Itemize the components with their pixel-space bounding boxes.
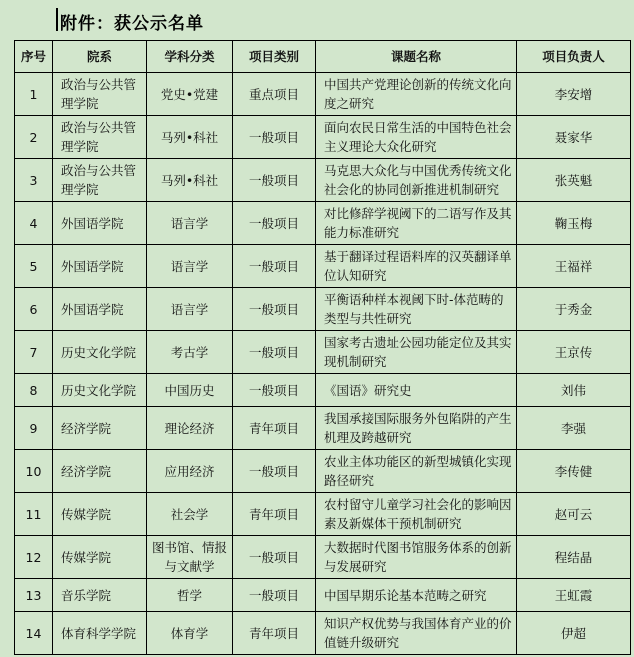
- table-row: [15, 612, 631, 655]
- table-row: [15, 159, 631, 202]
- cell-leader: 鞠玉梅: [517, 202, 631, 245]
- table-row: [15, 116, 631, 159]
- cell-no: 3: [15, 159, 53, 202]
- cell-title: 农业主体功能区的新型城镇化实现路径研究: [316, 450, 517, 493]
- cell-department: 传媒学院: [53, 536, 147, 579]
- cell-subject: 应用经济: [147, 450, 233, 493]
- header-subject: 学科分类: [147, 41, 233, 73]
- cell-subject: 考古学: [147, 331, 233, 374]
- cell-category: 一般项目: [233, 579, 316, 612]
- table-row: [15, 579, 631, 612]
- cell-subject: 语言学: [147, 245, 233, 288]
- table-row: [15, 493, 631, 536]
- cell-no: 8: [15, 374, 53, 407]
- cell-subject: 党史•党建: [147, 73, 233, 116]
- cell-department: 外国语学院: [53, 245, 147, 288]
- cell-department: 外国语学院: [53, 202, 147, 245]
- table-row: [15, 202, 631, 245]
- cell-title: 平衡语种样本视阈下时-体范畴的类型与共性研究: [316, 288, 517, 331]
- cell-department: 外国语学院: [53, 288, 147, 331]
- table-header: [15, 41, 631, 73]
- cell-category: 一般项目: [233, 288, 316, 331]
- cell-leader: 伊超: [517, 612, 631, 655]
- projects-table: [14, 40, 631, 655]
- cell-leader: 于秀金: [517, 288, 631, 331]
- cell-title: 我国承接国际服务外包陷阱的产生机理及跨越研究: [316, 407, 517, 450]
- table-row: [15, 73, 631, 116]
- cell-title: 农村留守儿童学习社会化的影响因素及新媒体干预机制研究: [316, 493, 517, 536]
- cell-title: 中国早期乐论基本范畴之研究: [316, 579, 517, 612]
- attachment-title: 附件：获公示名单: [60, 14, 204, 34]
- cell-subject: 社会学: [147, 493, 233, 536]
- cell-no: 5: [15, 245, 53, 288]
- header-category: 项目类别: [233, 41, 316, 73]
- cell-department: 政治与公共管理学院: [53, 159, 147, 202]
- cell-leader: 李传健: [517, 450, 631, 493]
- cell-leader: 李强: [517, 407, 631, 450]
- cell-department: 音乐学院: [53, 579, 147, 612]
- cell-subject: 语言学: [147, 202, 233, 245]
- cell-department: 历史文化学院: [53, 331, 147, 374]
- cell-title: 对比修辞学视阈下的二语写作及其能力标准研究: [316, 202, 517, 245]
- cell-no: 14: [15, 612, 53, 655]
- table-row: [15, 536, 631, 579]
- cell-department: 传媒学院: [53, 493, 147, 536]
- header-leader: 项目负责人: [517, 41, 631, 73]
- cell-title: 国家考古遗址公园功能定位及其实现机制研究: [316, 331, 517, 374]
- cell-subject: 体育学: [147, 612, 233, 655]
- cell-department: 经济学院: [53, 407, 147, 450]
- cell-leader: 聂家华: [517, 116, 631, 159]
- cell-leader: 王福祥: [517, 245, 631, 288]
- cell-department: 历史文化学院: [53, 374, 147, 407]
- cell-category: 青年项目: [233, 612, 316, 655]
- table-row: [15, 374, 631, 407]
- cell-category: 重点项目: [233, 73, 316, 116]
- header-title: 课题名称: [316, 41, 517, 73]
- cell-leader: 李安增: [517, 73, 631, 116]
- cell-title: 大数据时代图书馆服务体系的创新与发展研究: [316, 536, 517, 579]
- cell-subject: 理论经济: [147, 407, 233, 450]
- cell-no: 7: [15, 331, 53, 374]
- cell-category: 青年项目: [233, 493, 316, 536]
- table-row: [15, 245, 631, 288]
- cell-category: 青年项目: [233, 407, 316, 450]
- cell-subject: 图书馆、情报与文献学: [147, 536, 233, 579]
- cell-title: 中国共产党理论创新的传统文化向度之研究: [316, 73, 517, 116]
- table-row: [15, 407, 631, 450]
- cell-no: 11: [15, 493, 53, 536]
- cell-title: 马克思大众化与中国优秀传统文化社会化的协同创新推进机制研究: [316, 159, 517, 202]
- cell-no: 9: [15, 407, 53, 450]
- cell-title: 面向农民日常生活的中国特色社会主义理论大众化研究: [316, 116, 517, 159]
- table-row: [15, 450, 631, 493]
- cell-title: 知识产权优势与我国体育产业的价值链升级研究: [316, 612, 517, 655]
- cell-department: 政治与公共管理学院: [53, 73, 147, 116]
- cell-no: 12: [15, 536, 53, 579]
- cell-department: 经济学院: [53, 450, 147, 493]
- cell-category: 一般项目: [233, 331, 316, 374]
- cell-subject: 中国历史: [147, 374, 233, 407]
- header-department: 院系: [53, 41, 147, 73]
- cell-no: 6: [15, 288, 53, 331]
- cell-category: 一般项目: [233, 202, 316, 245]
- cell-category: 一般项目: [233, 536, 316, 579]
- cell-subject: 马列•科社: [147, 159, 233, 202]
- cell-no: 13: [15, 579, 53, 612]
- cell-no: 2: [15, 116, 53, 159]
- cell-department: 政治与公共管理学院: [53, 116, 147, 159]
- header-no: 序号: [15, 41, 53, 73]
- text-cursor: [56, 8, 58, 31]
- cell-subject: 哲学: [147, 579, 233, 612]
- table-row: [15, 331, 631, 374]
- table-body: [15, 73, 631, 655]
- cell-no: 4: [15, 202, 53, 245]
- cell-category: 一般项目: [233, 245, 316, 288]
- cell-subject: 马列•科社: [147, 116, 233, 159]
- cell-category: 一般项目: [233, 450, 316, 493]
- cell-no: 10: [15, 450, 53, 493]
- cell-subject: 语言学: [147, 288, 233, 331]
- cell-category: 一般项目: [233, 159, 316, 202]
- cell-leader: 张英魁: [517, 159, 631, 202]
- cell-category: 一般项目: [233, 116, 316, 159]
- cell-department: 体育科学学院: [53, 612, 147, 655]
- cell-title: 《国语》研究史: [316, 374, 517, 407]
- cell-leader: 刘伟: [517, 374, 631, 407]
- cell-leader: 程结晶: [517, 536, 631, 579]
- cell-leader: 赵可云: [517, 493, 631, 536]
- cell-leader: 王虹霞: [517, 579, 631, 612]
- cell-leader: 王京传: [517, 331, 631, 374]
- cell-category: 一般项目: [233, 374, 316, 407]
- cell-title: 基于翻译过程语料库的汉英翻译单位认知研究: [316, 245, 517, 288]
- table-row: [15, 288, 631, 331]
- cell-no: 1: [15, 73, 53, 116]
